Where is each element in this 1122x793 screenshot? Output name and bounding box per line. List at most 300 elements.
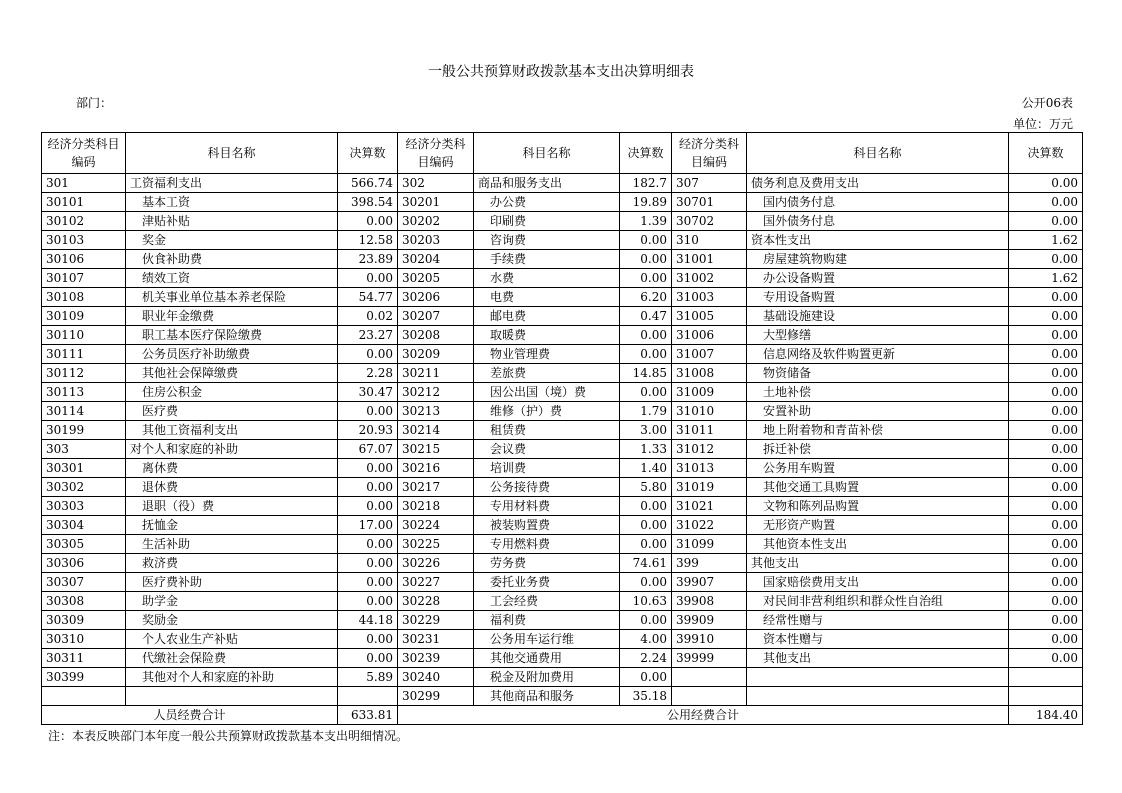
amount-cell: 182.7 <box>620 174 672 193</box>
table-row <box>42 592 1083 611</box>
table-row <box>42 535 1083 554</box>
amount-cell: 0.00 <box>1009 440 1083 459</box>
code-cell: 31099 <box>672 535 747 554</box>
table-row <box>42 421 1083 440</box>
item-name-cell: 税金及附加费用 <box>474 668 620 687</box>
code-cell: 30101 <box>42 193 126 212</box>
code-cell: 30202 <box>398 212 474 231</box>
code-cell: 31007 <box>672 345 747 364</box>
item-name-cell: 大型修缮 <box>747 326 1009 345</box>
code-cell: 39908 <box>672 592 747 611</box>
item-name-cell: 咨询费 <box>474 231 620 250</box>
code-cell: 30239 <box>398 649 474 668</box>
amount-cell: 1.39 <box>620 212 672 231</box>
item-name-cell: 津贴补贴 <box>126 212 338 231</box>
code-cell: 30214 <box>398 421 474 440</box>
amount-cell: 10.63 <box>620 592 672 611</box>
code-cell: 30107 <box>42 269 126 288</box>
header-cell: 经济分类科目编码 <box>42 133 126 174</box>
code-cell: 399 <box>672 554 747 573</box>
table-row <box>42 573 1083 592</box>
amount-cell: 0.00 <box>620 516 672 535</box>
item-name-cell: 债务利息及费用支出 <box>747 174 1009 193</box>
code-cell: 30111 <box>42 345 126 364</box>
totals-row <box>42 706 1083 725</box>
code-cell: 39909 <box>672 611 747 630</box>
code-cell: 31010 <box>672 402 747 421</box>
personnel-total-value: 633.81 <box>338 706 398 725</box>
code-cell: 30399 <box>42 668 126 687</box>
code-cell <box>42 687 126 706</box>
item-name-cell: 手续费 <box>474 250 620 269</box>
item-name-cell: 公务接待费 <box>474 478 620 497</box>
public-total-label: 公用经费合计 <box>398 706 1009 725</box>
code-cell: 31006 <box>672 326 747 345</box>
item-name-cell: 专用燃料费 <box>474 535 620 554</box>
code-cell: 30209 <box>398 345 474 364</box>
amount-cell <box>338 687 398 706</box>
code-cell: 31001 <box>672 250 747 269</box>
code-cell: 30102 <box>42 212 126 231</box>
header-cell: 决算数 <box>1009 133 1083 174</box>
page-title: 一般公共预算财政拨款基本支出决算明细表 <box>428 64 694 80</box>
item-name-cell: 因公出国（境）费 <box>474 383 620 402</box>
amount-cell: 0.00 <box>620 535 672 554</box>
table-row <box>42 345 1083 364</box>
amount-cell: 0.00 <box>1009 174 1083 193</box>
code-cell: 31002 <box>672 269 747 288</box>
code-cell: 31011 <box>672 421 747 440</box>
amount-cell: 566.74 <box>338 174 398 193</box>
code-cell: 30109 <box>42 307 126 326</box>
item-name-cell: 其他商品和服务 <box>474 687 620 706</box>
amount-cell: 0.00 <box>1009 402 1083 421</box>
code-cell: 30299 <box>398 687 474 706</box>
item-name-cell: 劳务费 <box>474 554 620 573</box>
item-name-cell: 离休费 <box>126 459 338 478</box>
code-cell: 30302 <box>42 478 126 497</box>
code-cell: 30110 <box>42 326 126 345</box>
footnote: 注：本表反映部门本年度一般公共预算财政拨款基本支出明细情况。 <box>48 729 409 743</box>
amount-cell: 17.00 <box>338 516 398 535</box>
amount-cell: 0.00 <box>620 269 672 288</box>
item-name-cell: 租赁费 <box>474 421 620 440</box>
amount-cell: 0.00 <box>620 383 672 402</box>
table-row <box>42 307 1083 326</box>
item-name-cell: 助学金 <box>126 592 338 611</box>
amount-cell: 30.47 <box>338 383 398 402</box>
item-name-cell: 代缴社会保险费 <box>126 649 338 668</box>
table-row <box>42 497 1083 516</box>
item-name-cell: 机关事业单位基本养老保险 <box>126 288 338 307</box>
unit-label: 单位：万元 <box>1012 117 1073 131</box>
code-cell: 30701 <box>672 193 747 212</box>
amount-cell: 0.00 <box>620 345 672 364</box>
amount-cell: 0.00 <box>1009 592 1083 611</box>
item-name-cell: 其他支出 <box>747 554 1009 573</box>
amount-cell: 0.00 <box>1009 212 1083 231</box>
code-cell: 30240 <box>398 668 474 687</box>
item-name-cell: 奖金 <box>126 231 338 250</box>
amount-cell <box>1009 687 1083 706</box>
code-cell: 39910 <box>672 630 747 649</box>
code-cell: 30305 <box>42 535 126 554</box>
amount-cell: 14.85 <box>620 364 672 383</box>
amount-cell: 0.00 <box>1009 535 1083 554</box>
amount-cell: 0.00 <box>1009 630 1083 649</box>
code-cell: 30108 <box>42 288 126 307</box>
amount-cell: 1.62 <box>1009 231 1083 250</box>
item-name-cell: 资本性赠与 <box>747 630 1009 649</box>
amount-cell: 0.00 <box>620 668 672 687</box>
item-name-cell: 电费 <box>474 288 620 307</box>
code-cell: 302 <box>398 174 474 193</box>
amount-cell: 1.79 <box>620 402 672 421</box>
amount-cell: 19.89 <box>620 193 672 212</box>
item-name-cell: 退休费 <box>126 478 338 497</box>
amount-cell: 0.00 <box>620 573 672 592</box>
amount-cell: 0.00 <box>338 402 398 421</box>
item-name-cell: 安置补助 <box>747 402 1009 421</box>
amount-cell: 74.61 <box>620 554 672 573</box>
amount-cell: 5.80 <box>620 478 672 497</box>
item-name-cell: 国内债务付息 <box>747 193 1009 212</box>
item-name-cell: 医疗费 <box>126 402 338 421</box>
item-name-cell: 办公设备购置 <box>747 269 1009 288</box>
code-cell: 31003 <box>672 288 747 307</box>
table-row <box>42 402 1083 421</box>
code-cell: 30226 <box>398 554 474 573</box>
amount-cell: 1.62 <box>1009 269 1083 288</box>
item-name-cell: 救济费 <box>126 554 338 573</box>
item-name-cell: 公务用车运行维 <box>474 630 620 649</box>
amount-cell: 0.00 <box>338 345 398 364</box>
amount-cell: 0.00 <box>338 554 398 573</box>
header-cell: 经济分类科目编码 <box>672 133 747 174</box>
table-row <box>42 687 1083 706</box>
item-name-cell <box>126 687 338 706</box>
code-cell: 301 <box>42 174 126 193</box>
item-name-cell: 水费 <box>474 269 620 288</box>
item-name-cell: 其他工资福利支出 <box>126 421 338 440</box>
table-row <box>42 212 1083 231</box>
item-name-cell: 工资福利支出 <box>126 174 338 193</box>
amount-cell: 3.00 <box>620 421 672 440</box>
table-row <box>42 174 1083 193</box>
amount-cell: 0.00 <box>338 478 398 497</box>
amount-cell: 35.18 <box>620 687 672 706</box>
amount-cell: 4.00 <box>620 630 672 649</box>
header-cell: 决算数 <box>620 133 672 174</box>
item-name-cell: 对个人和家庭的补助 <box>126 440 338 459</box>
code-cell: 31022 <box>672 516 747 535</box>
item-name-cell: 国外债务付息 <box>747 212 1009 231</box>
code-cell: 30211 <box>398 364 474 383</box>
item-name-cell: 商品和服务支出 <box>474 174 620 193</box>
code-cell: 31021 <box>672 497 747 516</box>
item-name-cell: 住房公积金 <box>126 383 338 402</box>
amount-cell: 0.00 <box>1009 497 1083 516</box>
amount-cell: 0.00 <box>338 573 398 592</box>
amount-cell: 20.93 <box>338 421 398 440</box>
amount-cell: 0.00 <box>620 611 672 630</box>
amount-cell: 0.00 <box>1009 421 1083 440</box>
item-name-cell: 地上附着物和青苗补偿 <box>747 421 1009 440</box>
personnel-total-label: 人员经费合计 <box>42 706 338 725</box>
item-name-cell <box>747 668 1009 687</box>
table-header-row <box>42 133 1083 174</box>
code-cell: 30112 <box>42 364 126 383</box>
code-cell: 30213 <box>398 402 474 421</box>
header-cell: 科目名称 <box>126 133 338 174</box>
code-cell: 310 <box>672 231 747 250</box>
amount-cell: 0.00 <box>1009 611 1083 630</box>
code-cell: 30212 <box>398 383 474 402</box>
code-cell: 30306 <box>42 554 126 573</box>
amount-cell: 0.00 <box>1009 193 1083 212</box>
code-cell: 30227 <box>398 573 474 592</box>
item-name-cell: 经常性赠与 <box>747 611 1009 630</box>
item-name-cell: 个人农业生产补贴 <box>126 630 338 649</box>
item-name-cell: 公务用车购置 <box>747 459 1009 478</box>
code-cell: 30199 <box>42 421 126 440</box>
amount-cell: 0.00 <box>1009 288 1083 307</box>
table-row <box>42 193 1083 212</box>
code-cell: 31005 <box>672 307 747 326</box>
item-name-cell: 拆迁补偿 <box>747 440 1009 459</box>
item-name-cell: 专用材料费 <box>474 497 620 516</box>
code-cell: 30215 <box>398 440 474 459</box>
amount-cell: 0.00 <box>1009 250 1083 269</box>
item-name-cell: 医疗费补助 <box>126 573 338 592</box>
code-cell: 30106 <box>42 250 126 269</box>
table-row <box>42 231 1083 250</box>
code-cell: 31008 <box>672 364 747 383</box>
header-cell: 决算数 <box>338 133 398 174</box>
item-name-cell: 差旅费 <box>474 364 620 383</box>
code-cell: 30203 <box>398 231 474 250</box>
code-cell: 30301 <box>42 459 126 478</box>
code-cell <box>672 668 747 687</box>
code-cell: 30310 <box>42 630 126 649</box>
table-row <box>42 440 1083 459</box>
item-name-cell: 文物和陈列品购置 <box>747 497 1009 516</box>
code-cell: 30307 <box>42 573 126 592</box>
amount-cell: 0.00 <box>1009 573 1083 592</box>
table-row <box>42 478 1083 497</box>
item-name-cell: 基本工资 <box>126 193 338 212</box>
item-name-cell: 工会经费 <box>474 592 620 611</box>
amount-cell: 0.00 <box>338 269 398 288</box>
item-name-cell: 信息网络及软件购置更新 <box>747 345 1009 364</box>
item-name-cell: 委托业务费 <box>474 573 620 592</box>
amount-cell: 0.00 <box>1009 478 1083 497</box>
item-name-cell: 其他交通工具购置 <box>747 478 1009 497</box>
table-row <box>42 649 1083 668</box>
code-cell <box>672 687 747 706</box>
amount-cell: 0.00 <box>338 497 398 516</box>
item-name-cell: 基础设施建设 <box>747 307 1009 326</box>
item-name-cell: 维修（护）费 <box>474 402 620 421</box>
item-name-cell: 被装购置费 <box>474 516 620 535</box>
item-name-cell: 伙食补助费 <box>126 250 338 269</box>
item-name-cell: 取暖费 <box>474 326 620 345</box>
code-cell: 31013 <box>672 459 747 478</box>
code-cell: 30224 <box>398 516 474 535</box>
item-name-cell: 生活补助 <box>126 535 338 554</box>
header-cell: 经济分类科目编码 <box>398 133 474 174</box>
item-name-cell: 无形资产购置 <box>747 516 1009 535</box>
amount-cell: 44.18 <box>338 611 398 630</box>
code-cell: 30113 <box>42 383 126 402</box>
item-name-cell: 其他交通费用 <box>474 649 620 668</box>
amount-cell: 1.33 <box>620 440 672 459</box>
amount-cell: 2.28 <box>338 364 398 383</box>
amount-cell: 5.89 <box>338 668 398 687</box>
table-row <box>42 383 1083 402</box>
amount-cell: 0.00 <box>338 592 398 611</box>
expenditure-table <box>41 132 1083 725</box>
amount-cell: 0.00 <box>1009 307 1083 326</box>
item-name-cell: 会议费 <box>474 440 620 459</box>
item-name-cell: 对民间非营利组织和群众性自治组 <box>747 592 1009 611</box>
amount-cell: 0.00 <box>338 459 398 478</box>
code-cell: 30217 <box>398 478 474 497</box>
code-cell: 30304 <box>42 516 126 535</box>
item-name-cell: 印刷费 <box>474 212 620 231</box>
header-cell: 科目名称 <box>474 133 620 174</box>
code-cell: 30201 <box>398 193 474 212</box>
item-name-cell: 公务员医疗补助缴费 <box>126 345 338 364</box>
code-cell: 31019 <box>672 478 747 497</box>
table-row <box>42 630 1083 649</box>
table-row <box>42 459 1083 478</box>
amount-cell: 54.77 <box>338 288 398 307</box>
code-cell: 30207 <box>398 307 474 326</box>
item-name-cell: 奖励金 <box>126 611 338 630</box>
table-row <box>42 250 1083 269</box>
item-name-cell: 培训费 <box>474 459 620 478</box>
item-name-cell <box>747 687 1009 706</box>
item-name-cell: 福利费 <box>474 611 620 630</box>
item-name-cell: 职业年金缴费 <box>126 307 338 326</box>
code-cell: 307 <box>672 174 747 193</box>
amount-cell: 0.00 <box>1009 326 1083 345</box>
item-name-cell: 资本性支出 <box>747 231 1009 250</box>
amount-cell: 0.02 <box>338 307 398 326</box>
public-total-value: 184.40 <box>1009 706 1083 725</box>
code-cell: 30204 <box>398 250 474 269</box>
code-cell: 30208 <box>398 326 474 345</box>
amount-cell: 398.54 <box>338 193 398 212</box>
code-cell: 31012 <box>672 440 747 459</box>
item-name-cell: 国家赔偿费用支出 <box>747 573 1009 592</box>
item-name-cell: 其他社会保障缴费 <box>126 364 338 383</box>
code-cell: 30229 <box>398 611 474 630</box>
item-name-cell: 邮电费 <box>474 307 620 326</box>
item-name-cell: 绩效工资 <box>126 269 338 288</box>
item-name-cell: 专用设备购置 <box>747 288 1009 307</box>
code-cell: 30218 <box>398 497 474 516</box>
code-cell: 303 <box>42 440 126 459</box>
table-row <box>42 668 1083 687</box>
amount-cell: 0.00 <box>1009 383 1083 402</box>
table-row <box>42 326 1083 345</box>
code-cell: 30308 <box>42 592 126 611</box>
amount-cell: 0.00 <box>1009 345 1083 364</box>
amount-cell: 12.58 <box>338 231 398 250</box>
code-cell: 30225 <box>398 535 474 554</box>
code-cell: 30103 <box>42 231 126 250</box>
code-cell: 30311 <box>42 649 126 668</box>
table-row <box>42 269 1083 288</box>
code-cell: 30303 <box>42 497 126 516</box>
amount-cell: 0.00 <box>1009 364 1083 383</box>
amount-cell: 6.20 <box>620 288 672 307</box>
code-cell: 30205 <box>398 269 474 288</box>
department-label: 部门： <box>76 96 113 110</box>
header-cell: 科目名称 <box>747 133 1009 174</box>
code-cell: 30206 <box>398 288 474 307</box>
code-cell: 31009 <box>672 383 747 402</box>
amount-cell: 0.00 <box>620 326 672 345</box>
code-cell: 30228 <box>398 592 474 611</box>
item-name-cell: 土地补偿 <box>747 383 1009 402</box>
amount-cell: 23.27 <box>338 326 398 345</box>
amount-cell: 0.00 <box>1009 649 1083 668</box>
code-cell: 30702 <box>672 212 747 231</box>
table-row <box>42 554 1083 573</box>
amount-cell: 0.00 <box>338 535 398 554</box>
item-name-cell: 退职（役）费 <box>126 497 338 516</box>
amount-cell: 0.00 <box>620 231 672 250</box>
item-name-cell: 其他资本性支出 <box>747 535 1009 554</box>
amount-cell: 23.89 <box>338 250 398 269</box>
amount-cell: 0.00 <box>1009 516 1083 535</box>
amount-cell <box>1009 668 1083 687</box>
code-cell: 30216 <box>398 459 474 478</box>
amount-cell: 0.00 <box>338 630 398 649</box>
item-name-cell: 物业管理费 <box>474 345 620 364</box>
item-name-cell: 职工基本医疗保险缴费 <box>126 326 338 345</box>
amount-cell: 0.00 <box>338 212 398 231</box>
amount-cell: 0.00 <box>1009 554 1083 573</box>
amount-cell: 0.00 <box>1009 459 1083 478</box>
code-cell: 39907 <box>672 573 747 592</box>
form-number: 公开06表 <box>1021 96 1073 110</box>
amount-cell: 0.00 <box>620 250 672 269</box>
item-name-cell: 其他支出 <box>747 649 1009 668</box>
amount-cell: 2.24 <box>620 649 672 668</box>
item-name-cell: 物资储备 <box>747 364 1009 383</box>
amount-cell: 1.40 <box>620 459 672 478</box>
code-cell: 30309 <box>42 611 126 630</box>
item-name-cell: 办公费 <box>474 193 620 212</box>
code-cell: 30231 <box>398 630 474 649</box>
item-name-cell: 其他对个人和家庭的补助 <box>126 668 338 687</box>
table-row <box>42 288 1083 307</box>
item-name-cell: 抚恤金 <box>126 516 338 535</box>
amount-cell: 0.47 <box>620 307 672 326</box>
table-row <box>42 611 1083 630</box>
amount-cell: 0.00 <box>338 649 398 668</box>
code-cell: 39999 <box>672 649 747 668</box>
amount-cell: 0.00 <box>620 497 672 516</box>
item-name-cell: 房屋建筑物购建 <box>747 250 1009 269</box>
table-row <box>42 364 1083 383</box>
table-row <box>42 516 1083 535</box>
amount-cell: 67.07 <box>338 440 398 459</box>
